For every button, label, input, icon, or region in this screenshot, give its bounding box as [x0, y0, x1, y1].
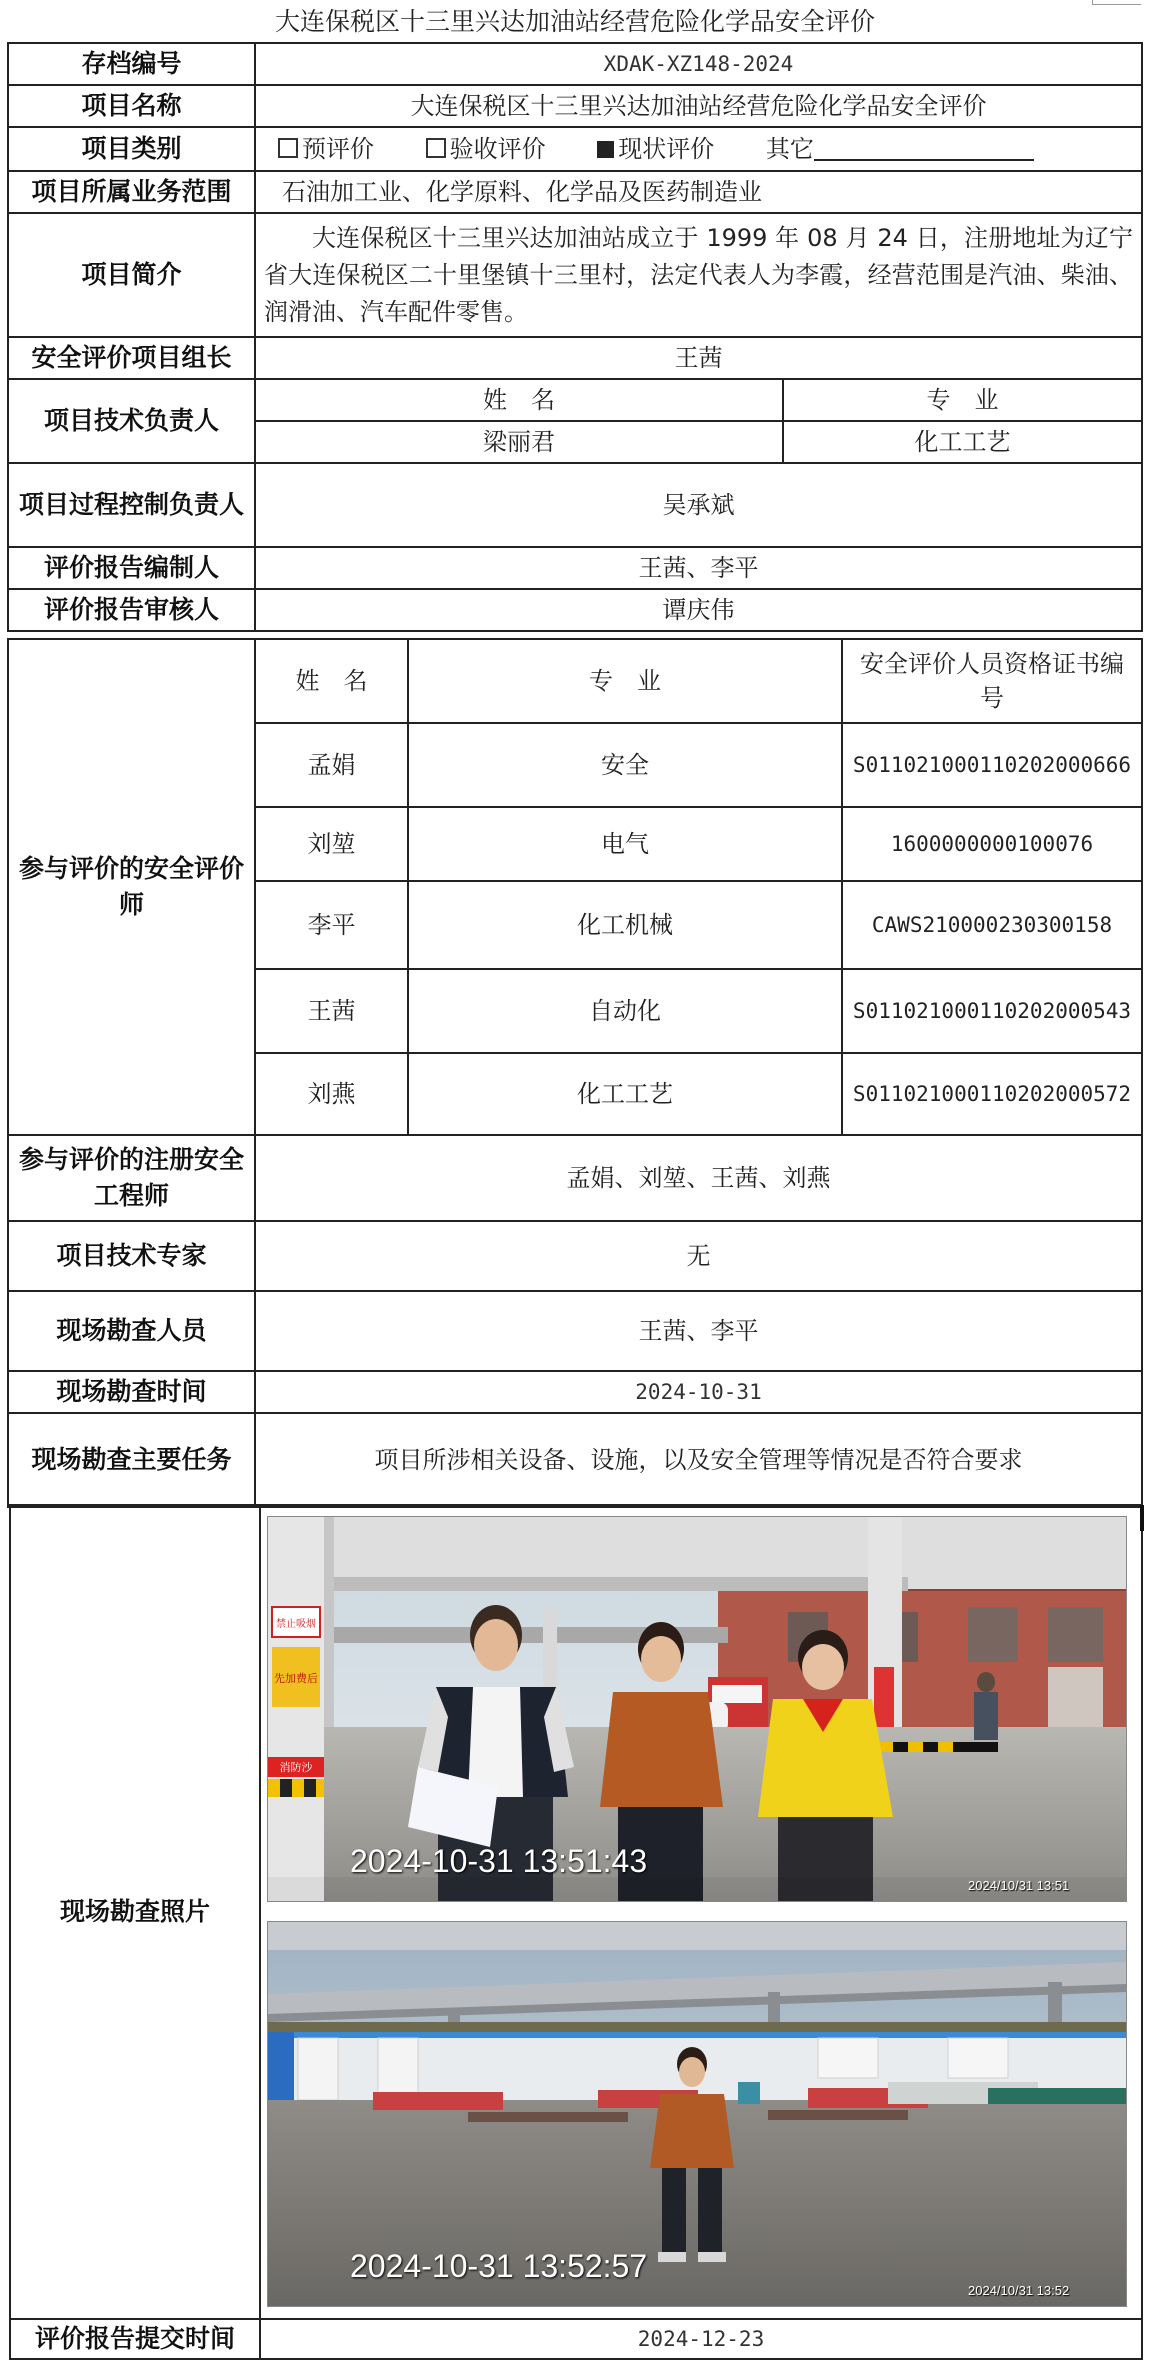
tech-major-value: 化工工艺 [783, 421, 1142, 463]
assessor-cert: 1600000000100076 [842, 807, 1142, 881]
assessor-name: 王茜 [255, 969, 408, 1053]
report-reviewer-value: 谭庆伟 [255, 589, 1142, 631]
report-writer-value: 王茜、李平 [255, 547, 1142, 589]
document-title: 大连保税区十三里兴达加油站经营危险化学品安全评价 [274, 7, 875, 36]
archive-label: 存档编号 [8, 43, 255, 85]
survey-photo-2 [267, 1921, 1127, 2307]
assessors-table [7, 638, 1143, 1136]
archive-value: XDAK-XZ148-2024 [255, 43, 1142, 85]
assessor-major: 化工工艺 [408, 1053, 842, 1135]
checkbox-checked-icon [597, 141, 614, 158]
team-leader-label: 安全评价项目组长 [8, 337, 255, 379]
assessor-name-header: 姓 名 [255, 639, 408, 723]
assessor-major: 安全 [408, 723, 842, 807]
tech-name-value: 梁丽君 [255, 421, 783, 463]
assessor-major-header: 专 业 [408, 639, 842, 723]
sign-text-2: 先加费后 [274, 1672, 318, 1685]
photo-1-timestamp: 2024-10-31 13:51:43 [350, 1843, 648, 1879]
assessors-label: 参与评价的安全评价师 [8, 639, 255, 1135]
project-type-label: 项目类别 [8, 127, 255, 171]
business-scope-label: 项目所属业务范围 [8, 171, 255, 213]
checkbox-empty-icon [426, 138, 446, 158]
assessor-cert: S011021000110202000543 [842, 969, 1142, 1053]
page-corner-mark [1092, 0, 1141, 5]
photo-2-timestamp: 2024-10-31 13:52:57 [350, 2248, 648, 2284]
survey-photo-1 [267, 1516, 1127, 1902]
project-intro-label: 项目简介 [8, 213, 255, 337]
assessor-major: 自动化 [408, 969, 842, 1053]
right-edge-mark [1140, 1505, 1144, 1531]
project-intro-value: 大连保税区十三里兴达加油站成立于 1999 年 08 月 24 日，注册地址为辽宁省大连保税区二十里堡镇十三里村，法定代表人为李霞，经营范围是汽油、柴油、润滑油、汽车配件零售。 [255, 213, 1142, 337]
assessor-major: 电气 [408, 807, 842, 881]
option-acceptance-evaluation [426, 131, 546, 167]
tech-name-header: 姓 名 [255, 379, 783, 421]
option-other-label: 其它 [765, 135, 814, 163]
process-control-label: 项目过程控制负责人 [8, 463, 255, 547]
assessor-name: 李平 [255, 881, 408, 969]
survey-task-value: 项目所涉相关设备、设施，以及安全管理等情况是否符合要求 [255, 1413, 1142, 1507]
assessor-major: 化工机械 [408, 881, 842, 969]
option-current-evaluation [597, 131, 714, 167]
project-name-value: 大连保税区十三里兴达加油站经营危险化学品安全评价 [255, 85, 1142, 127]
option-acceptance-label: 验收评价 [449, 135, 546, 163]
project-type-options [255, 127, 1142, 171]
tech-lead-label: 项目技术负责人 [8, 379, 255, 463]
info-table-lower [7, 1134, 1143, 1508]
engineers-label: 参与评价的注册安全工程师 [8, 1135, 255, 1221]
survey-people-label: 现场勘查人员 [8, 1291, 255, 1371]
assessor-name: 孟娟 [255, 723, 408, 807]
option-other [766, 135, 1034, 163]
info-table-upper [7, 42, 1143, 632]
sign-text-3: 消防沙 [279, 1761, 313, 1774]
submit-time-label: 评价报告提交时间 [10, 2319, 260, 2359]
photo-2-camera-date: 2024/10/31 13:52 [968, 2283, 1070, 2298]
assessor-cert: S011021000110202000572 [842, 1053, 1142, 1135]
checkbox-empty-icon [278, 138, 298, 158]
option-pre-label: 预评价 [302, 135, 374, 163]
option-pre-evaluation [278, 131, 374, 167]
option-current-label: 现状评价 [618, 135, 715, 163]
assessor-cert: S011021000110202000666 [842, 723, 1142, 807]
survey-time-value: 2024-10-31 [255, 1371, 1142, 1413]
report-reviewer-label: 评价报告审核人 [8, 589, 255, 631]
tech-expert-value: 无 [255, 1221, 1142, 1291]
survey-task-label: 现场勘查主要任务 [8, 1413, 255, 1507]
tech-major-header: 专 业 [783, 379, 1142, 421]
survey-people-value: 王茜、李平 [255, 1291, 1142, 1371]
assessor-name: 刘堃 [255, 807, 408, 881]
assessor-cert: CAWS210000230300158 [842, 881, 1142, 969]
tech-expert-label: 项目技术专家 [8, 1221, 255, 1291]
submit-time-value: 2024-12-23 [260, 2319, 1142, 2359]
team-leader-value: 王茜 [255, 337, 1142, 379]
photo-1-camera-date: 2024/10/31 13:51 [968, 1878, 1070, 1893]
report-writer-label: 评价报告编制人 [8, 547, 255, 589]
assessor-cert-header: 安全评价人员资格证书编号 [842, 639, 1142, 723]
process-control-value: 吴承斌 [255, 463, 1142, 547]
survey-time-label: 现场勘查时间 [8, 1371, 255, 1413]
project-name-label: 项目名称 [8, 85, 255, 127]
business-scope-value: 石油加工业、化学原料、化学品及医药制造业 [255, 171, 1142, 213]
sign-text-1: 禁止吸烟 [276, 1619, 316, 1630]
survey-photos-label: 现场勘查照片 [10, 1505, 260, 2319]
engineers-value: 孟娟、刘堃、王茜、刘燕 [255, 1135, 1142, 1221]
assessor-name: 刘燕 [255, 1053, 408, 1135]
other-underline [814, 137, 1034, 161]
